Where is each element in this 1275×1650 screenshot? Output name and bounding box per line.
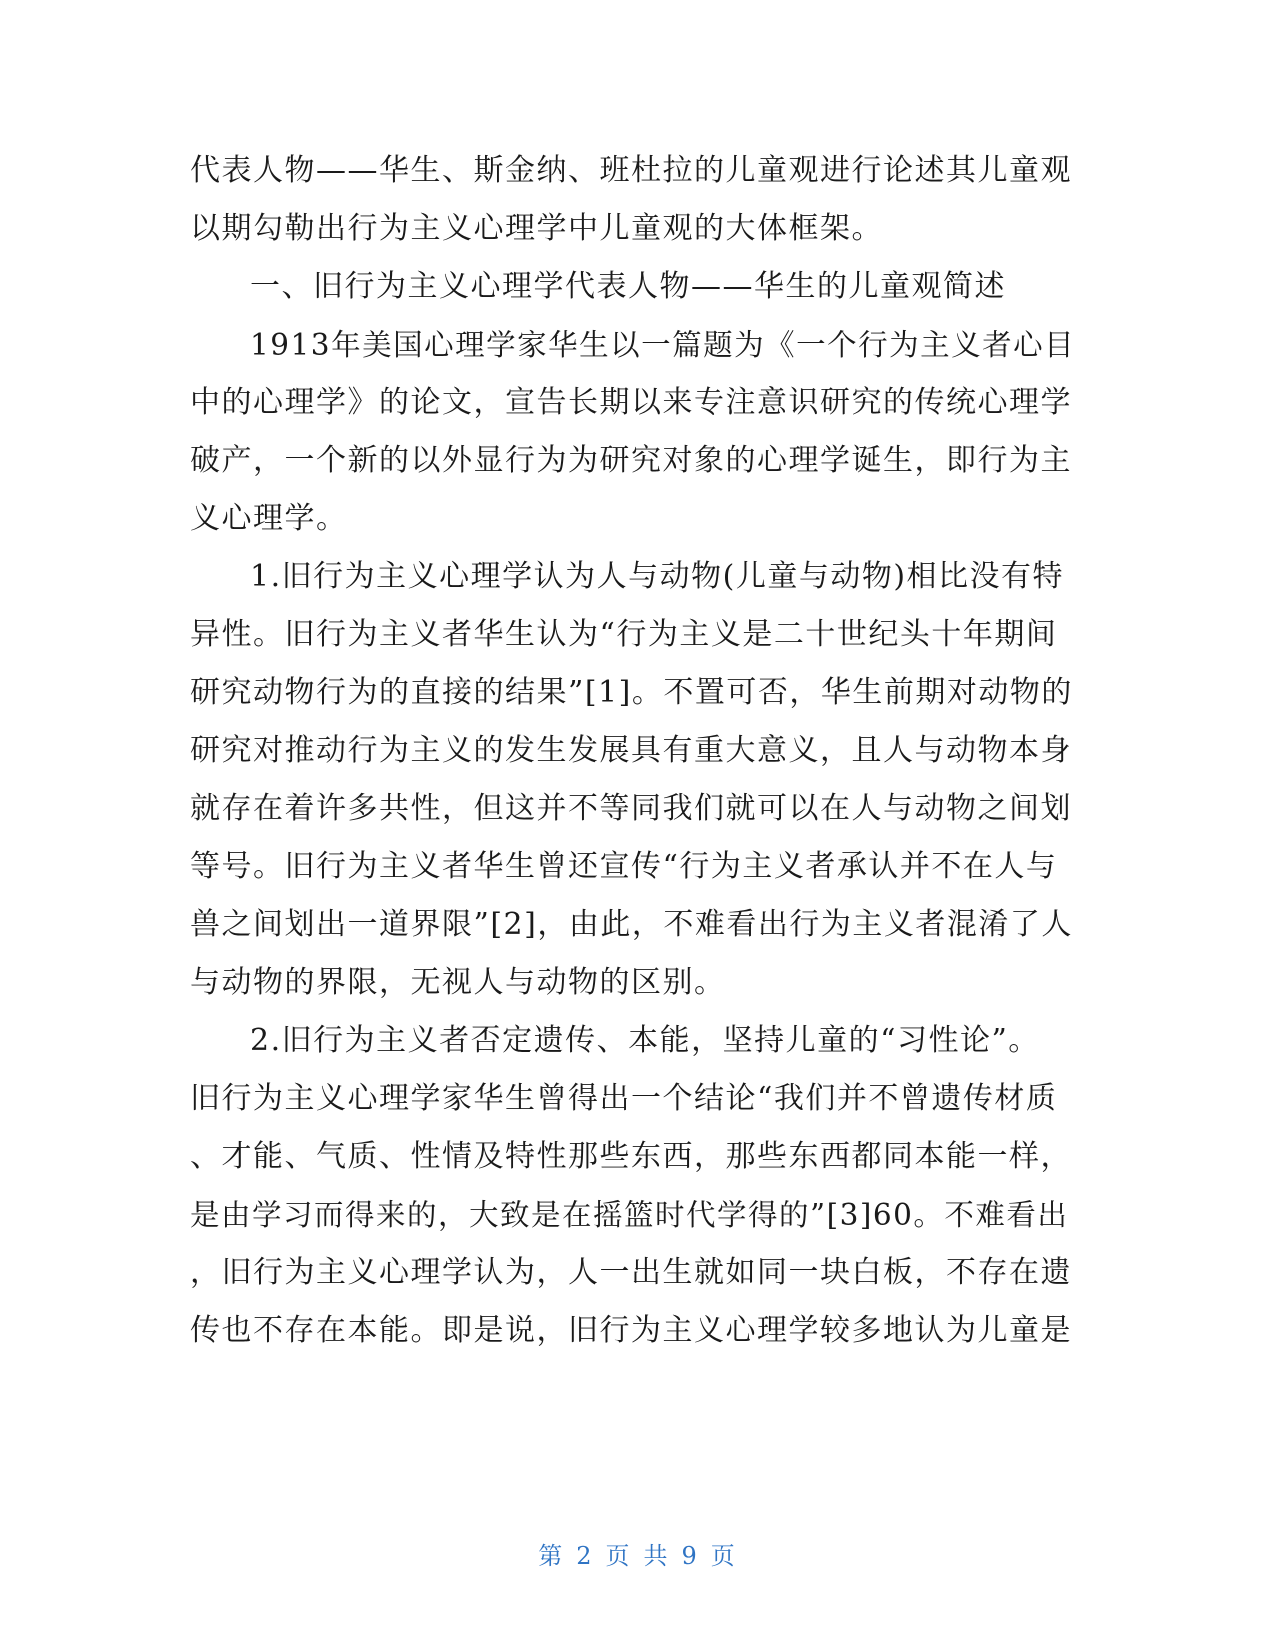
footer-page-label: 页 <box>605 1542 632 1570</box>
text-line: 异性。旧行为主义者华生认为“行为主义是二十世纪头十年期间 <box>190 617 1058 652</box>
footer-current-page: 2 <box>576 1542 594 1570</box>
text-line: 等号。旧行为主义者华生曾还宣传“行为主义者承认并不在人与 <box>190 849 1058 884</box>
text-line: 以期勾勒出行为主义心理学中儿童观的大体框架。 <box>190 211 883 246</box>
section-heading: 一、旧行为主义心理学代表人物——华生的儿童观简述 <box>250 269 1006 304</box>
text-line: 代表人物——华生、斯金纳、班杜拉的儿童观进行论述其儿童观 <box>190 153 1072 188</box>
page-footer <box>0 1536 1275 1571</box>
footer-total-prefix: 共 <box>643 1542 670 1570</box>
text-line: 中的心理学》的论文，宣告长期以来专注意识研究的传统心理学 <box>190 385 1072 420</box>
footer-prefix: 第 <box>538 1542 565 1570</box>
text-line: 1913年美国心理学家华生以一篇题为《一个行为主义者心目 <box>250 328 1076 362</box>
text-line: 旧行为主义心理学家华生曾得出一个结论“我们并不曾遗传材质 <box>190 1081 1058 1116</box>
text-line: 义心理学。 <box>190 501 348 536</box>
page-body <box>190 142 1082 1360</box>
text-line: ，旧行为主义心理学认为，人一出生就如同一块白板，不存在遗 <box>190 1255 1072 1290</box>
text-line: 2.旧行为主义者否定遗传、本能，坚持儿童的“习性论”。 <box>250 1023 1040 1058</box>
text-line: 与动物的界限，无视人与动物的区别。 <box>190 965 726 1000</box>
text-line: 就存在着许多共性，但这并不等同我们就可以在人与动物之间划 <box>190 791 1072 826</box>
footer-total-label: 页 <box>710 1542 737 1570</box>
text-line: 是由学习而得来的，大致是在摇篮时代学得的”[3]60。不难看出 <box>190 1198 1069 1232</box>
text-line: 破产，一个新的以外显行为为研究对象的心理学诞生，即行为主 <box>190 443 1072 478</box>
text-line: 、才能、气质、性情及特性那些东西，那些东西都同本能一样， <box>190 1139 1072 1174</box>
text-line: 研究对推动行为主义的发生发展具有重大意义，且人与动物本身 <box>190 733 1072 768</box>
text-line: 兽之间划出一道界限”[2]，由此，不难看出行为主义者混淆了人 <box>190 907 1073 942</box>
text-line: 研究动物行为的直接的结果”[1]。不置可否，华生前期对动物的 <box>190 675 1073 710</box>
text-line: 1.旧行为主义心理学认为人与动物(儿童与动物)相比没有特 <box>250 559 1065 594</box>
text-line: 传也不存在本能。即是说，旧行为主义心理学较多地认为儿童是 <box>190 1313 1072 1348</box>
footer-total-pages: 9 <box>681 1542 699 1570</box>
